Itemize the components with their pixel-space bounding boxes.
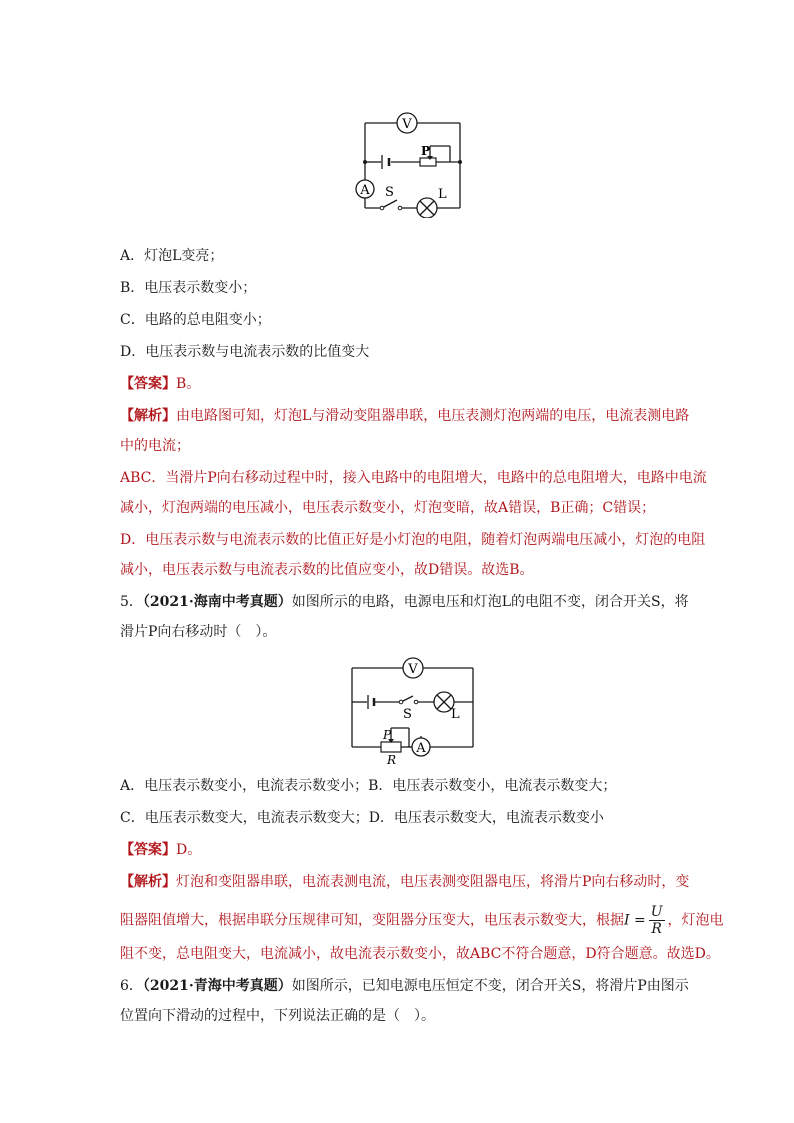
answer-text: B。 (176, 376, 201, 392)
lamp-label: L (438, 187, 447, 202)
formula-lhs: I = (624, 912, 646, 929)
q5-analysis-line-1 (120, 872, 689, 892)
q4-analysis-line-5: D．电压表示数与电流表示数的比值正好是小灯泡的电阻，随着灯泡两端电压减小，灯泡的电阻 (120, 532, 706, 548)
switch-label: S (385, 185, 394, 200)
analysis-tag: 【解析】 (120, 408, 176, 424)
lamp-symbol (417, 198, 437, 218)
circuit-diagram-2 (345, 656, 485, 768)
q5-stem-line-2: 滑片P向右移动时（ ）。 (120, 624, 277, 640)
slider-label: P (383, 728, 392, 742)
q4-answer (120, 374, 200, 394)
question-number: 5． (120, 594, 143, 610)
voltmeter-symbol (403, 658, 423, 678)
ammeter-label: A (416, 741, 426, 756)
answer-tag: 【答案】 (120, 376, 176, 392)
formula-numerator: U (650, 904, 663, 920)
q5-options-ab: A．电压表示数变小，电流表示数变小；B．电压表示数变小，电流表示数变大； (120, 778, 617, 794)
slider-label: P (421, 144, 431, 158)
question-source: （2021·海南中考真题） (142, 594, 292, 610)
answer-tag: 【答案】 (120, 842, 176, 858)
voltmeter-label: V (402, 117, 412, 132)
voltmeter-label: V (408, 662, 418, 677)
q5-analysis-line-2 (120, 904, 724, 937)
analysis-text: 阻器阻值增大，根据串联分压规律可知，变阻器分压变大，电压表示数变大，根据 (120, 912, 624, 929)
analysis-text: 由电路图可知，灯泡L与滑动变阻器串联，电压表测灯泡两端的电压，电流表测电路 (176, 408, 690, 424)
circuit-diagram-1 (345, 108, 475, 218)
q4-analysis-line-4: 减小，灯泡两端的电压减小，电压表示数变小，灯泡变暗，故A错误，B正确；C错误； (120, 500, 656, 516)
q4-analysis-line-1 (120, 406, 689, 426)
ammeter-symbol (356, 180, 374, 198)
q6-stem-line-1 (120, 976, 689, 996)
q5-options-cd: C．电压表示数变大，电流表示数变大；D．电压表示数变大，电流表示数变小 (120, 810, 604, 826)
switch-label: S (403, 707, 412, 722)
ohms-law-fraction (649, 904, 665, 937)
q4-option-c: C．电路的总电阻变小； (120, 312, 271, 328)
q4-analysis-line-6: 减小，电压表示数与电流表示数的比值应变小，故D错误。故选B。 (120, 562, 534, 578)
analysis-text: 灯泡和变阻器串联，电流表测电流，电压表测变阻器电压，将滑片P向右移动时，变 (176, 874, 690, 890)
q6-stem-line-2: 位置向下滑动的过程中，下列说法正确的是（ ）。 (120, 1008, 435, 1024)
q4-option-d: D．电压表示数与电流表示数的比值变大 (120, 344, 370, 360)
q4-option-b: B．电压表示数变小； (120, 280, 257, 296)
question-number: 6． (120, 978, 143, 994)
q4-analysis-line-2: 中的电流； (120, 438, 190, 454)
question-text: 如图所示，已知电源电压恒定不变，闭合开关S，将滑片P由图示 (291, 978, 689, 994)
q4-analysis-line-3: ABC．当滑片P向右移动过程中时，接入电路中的电阻增大，电路中的总电阻增大，电路中电流 (120, 470, 707, 486)
q4-option-a: A．灯泡L变亮； (120, 248, 224, 264)
rheostat-label: R (387, 753, 397, 767)
question-source: （2021·青海中考真题） (142, 978, 292, 994)
voltmeter-symbol (397, 113, 417, 133)
question-text: 如图所示的电路，电源电压和灯泡L的电阻不变，闭合开关S，将 (291, 594, 689, 610)
ammeter-symbol (412, 738, 430, 756)
q5-answer (120, 840, 201, 860)
answer-text: D。 (176, 842, 202, 858)
q5-stem-line-1 (120, 592, 689, 612)
lamp-label: L (451, 707, 460, 722)
ammeter-label: A (360, 183, 370, 198)
analysis-text: ，灯泡电 (667, 912, 724, 929)
analysis-tag: 【解析】 (120, 874, 176, 890)
formula-denominator: R (651, 921, 662, 937)
q5-analysis-line-3: 阻不变，总电阻变大，电流减小，故电流表示数变小，故ABC不符合题意，D符合题意。故选D。 (120, 946, 720, 962)
